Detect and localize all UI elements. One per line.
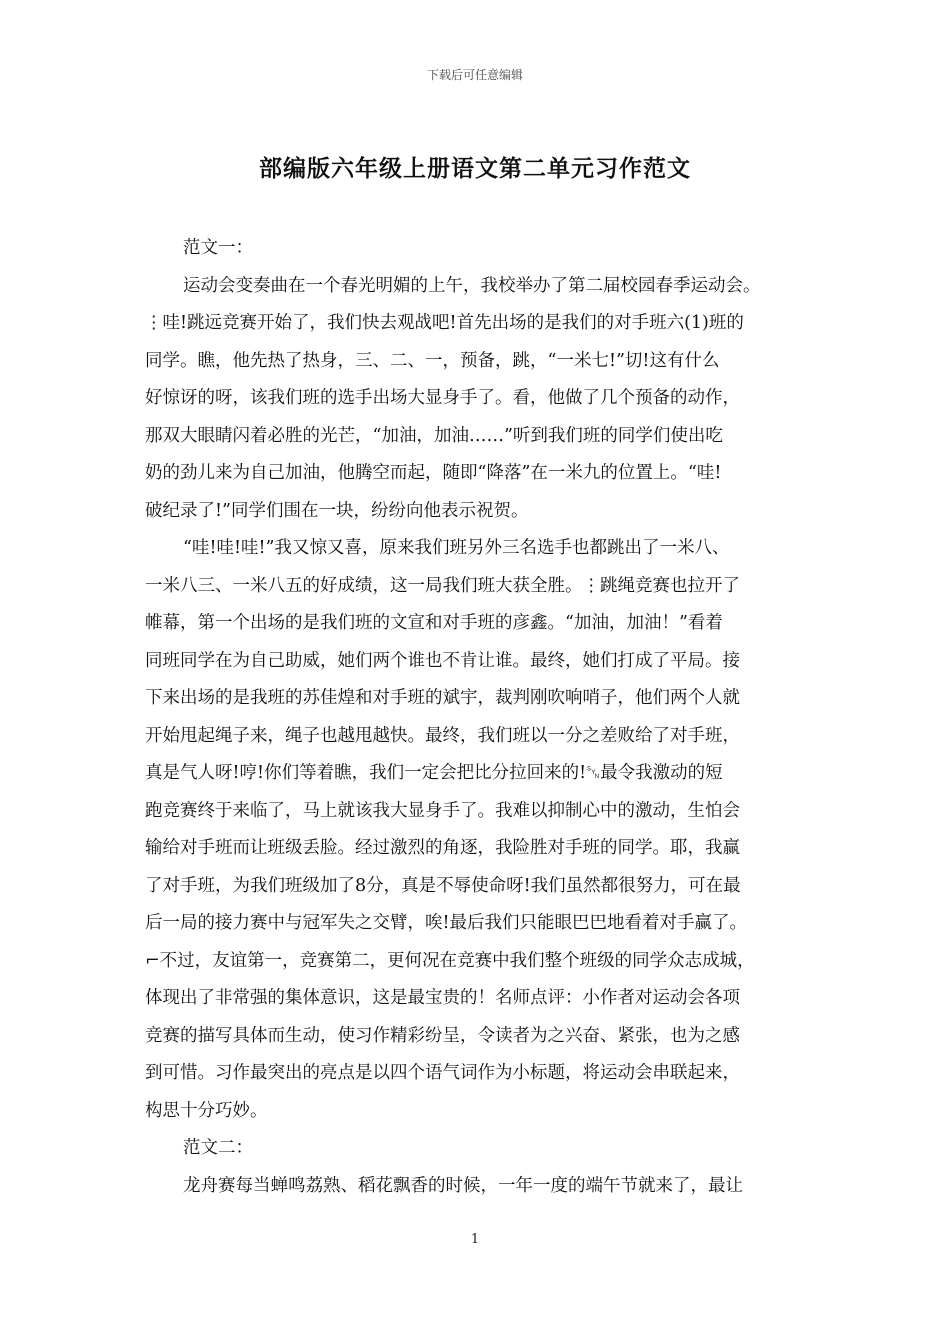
document-header-note: 下载后可任意编辑 [426,68,523,82]
text-line: 跑竞赛终于来临了，马上就该我大显身手了。我难以抑制心中的激动，生怕会 [145,800,740,821]
text-line: 真是气人呀!哼!你们等着瞧，我们一定会把比分拉回来的!␖最令我激动的短 [145,763,723,783]
text-line: 同班同学在为自己助威，她们两个谁也不肯让谁。最终，她们打成了平局。接 [145,650,740,671]
text-line: 竞赛的描写具体而生动，使习作精彩纷呈，令读者为之兴奋、紧张，也为之感 [145,1025,740,1046]
text-line: 输给对手班而让班级丢脸。经过激烈的角逐，我险胜对手班的同学。耶，我赢 [145,838,740,858]
text-line: ⌐不过，友谊第一，竞赛第二，更何况在竞赛中我们整个班级的同学众志成城， [145,950,755,971]
text-line: 龙舟赛每当蝉鸣荔熟、稻花飘香的时候，一年一度的端午节就来了，最让 [183,1175,743,1196]
text-line: ⋮哇!跳远竞赛开始了，我们快去观战吧!首先出场的是我们的对手班六(1)班的 [145,313,744,333]
text-line: 那双大眼睛闪着必胜的光芒，“加油，加油……”听到我们班的同学们使出吃 [145,425,723,446]
text-line: 奶的劲儿来为自己加油，他腾空而起，随即“降落”在一米九的位置上。“哇! [145,463,722,483]
text-line: 范文一： [183,238,253,258]
text-line: 范文二： [183,1138,253,1158]
text-line: 运动会变奏曲在一个春光明媚的上午，我校举办了第二届校园春季运动会。 [183,275,761,296]
text-line: 同学。瞧，他先热了热身，三、二、一，预备，跳，“一米七!”切!这有什么 [145,350,720,371]
page-number: 1 [470,1232,480,1247]
document-title: 部编版六年级上册语文第二单元习作范文 [259,155,691,182]
text-line: 好惊讶的呀，该我们班的选手出场大显身手了。看，他做了几个预备的动作， [145,388,740,408]
text-line: 开始甩起绳子来，绳子也越甩越快。最终，我们班以一分之差败给了对手班， [145,725,740,746]
text-line: 下来出场的是我班的苏佳煌和对手班的斌宇，裁判刚吹响哨子，他们两个人就 [145,688,740,708]
text-line: “哇!哇!哇!”我又惊又喜，原来我们班另外三名选手也都跳出了一米八、 [183,538,730,558]
document-body [145,230,817,1205]
text-line: 了对手班，为我们班级加了8分，真是不辱使命呀!我们虽然都很努力，可在最 [145,875,741,896]
text-line: 后一局的接力赛中与冠军失之交臂，唉!最后我们只能眼巴巴地看着对手赢了。 [145,913,748,933]
text-line: 破纪录了!”同学们围在一块，纷纷向他表示祝贺。 [145,500,529,521]
text-line: 一米八三、一米八五的好成绩，这一局我们班大获全胜。⋮跳绳竞赛也拉开了 [145,575,740,596]
text-line: 体现出了非常强的集体意识，这是最宝贵的！名师点评：小作者对运动会各项 [145,988,740,1008]
text-line: 构思十分巧妙。 [145,1100,268,1121]
text-line: 到可惜。习作最突出的亮点是以四个语气词作为小标题，将运动会串联起来， [145,1063,740,1083]
text-line: 帷幕，第一个出场的是我们班的文宣和对手班的彦鑫。“加油，加油！”看着 [145,613,723,633]
